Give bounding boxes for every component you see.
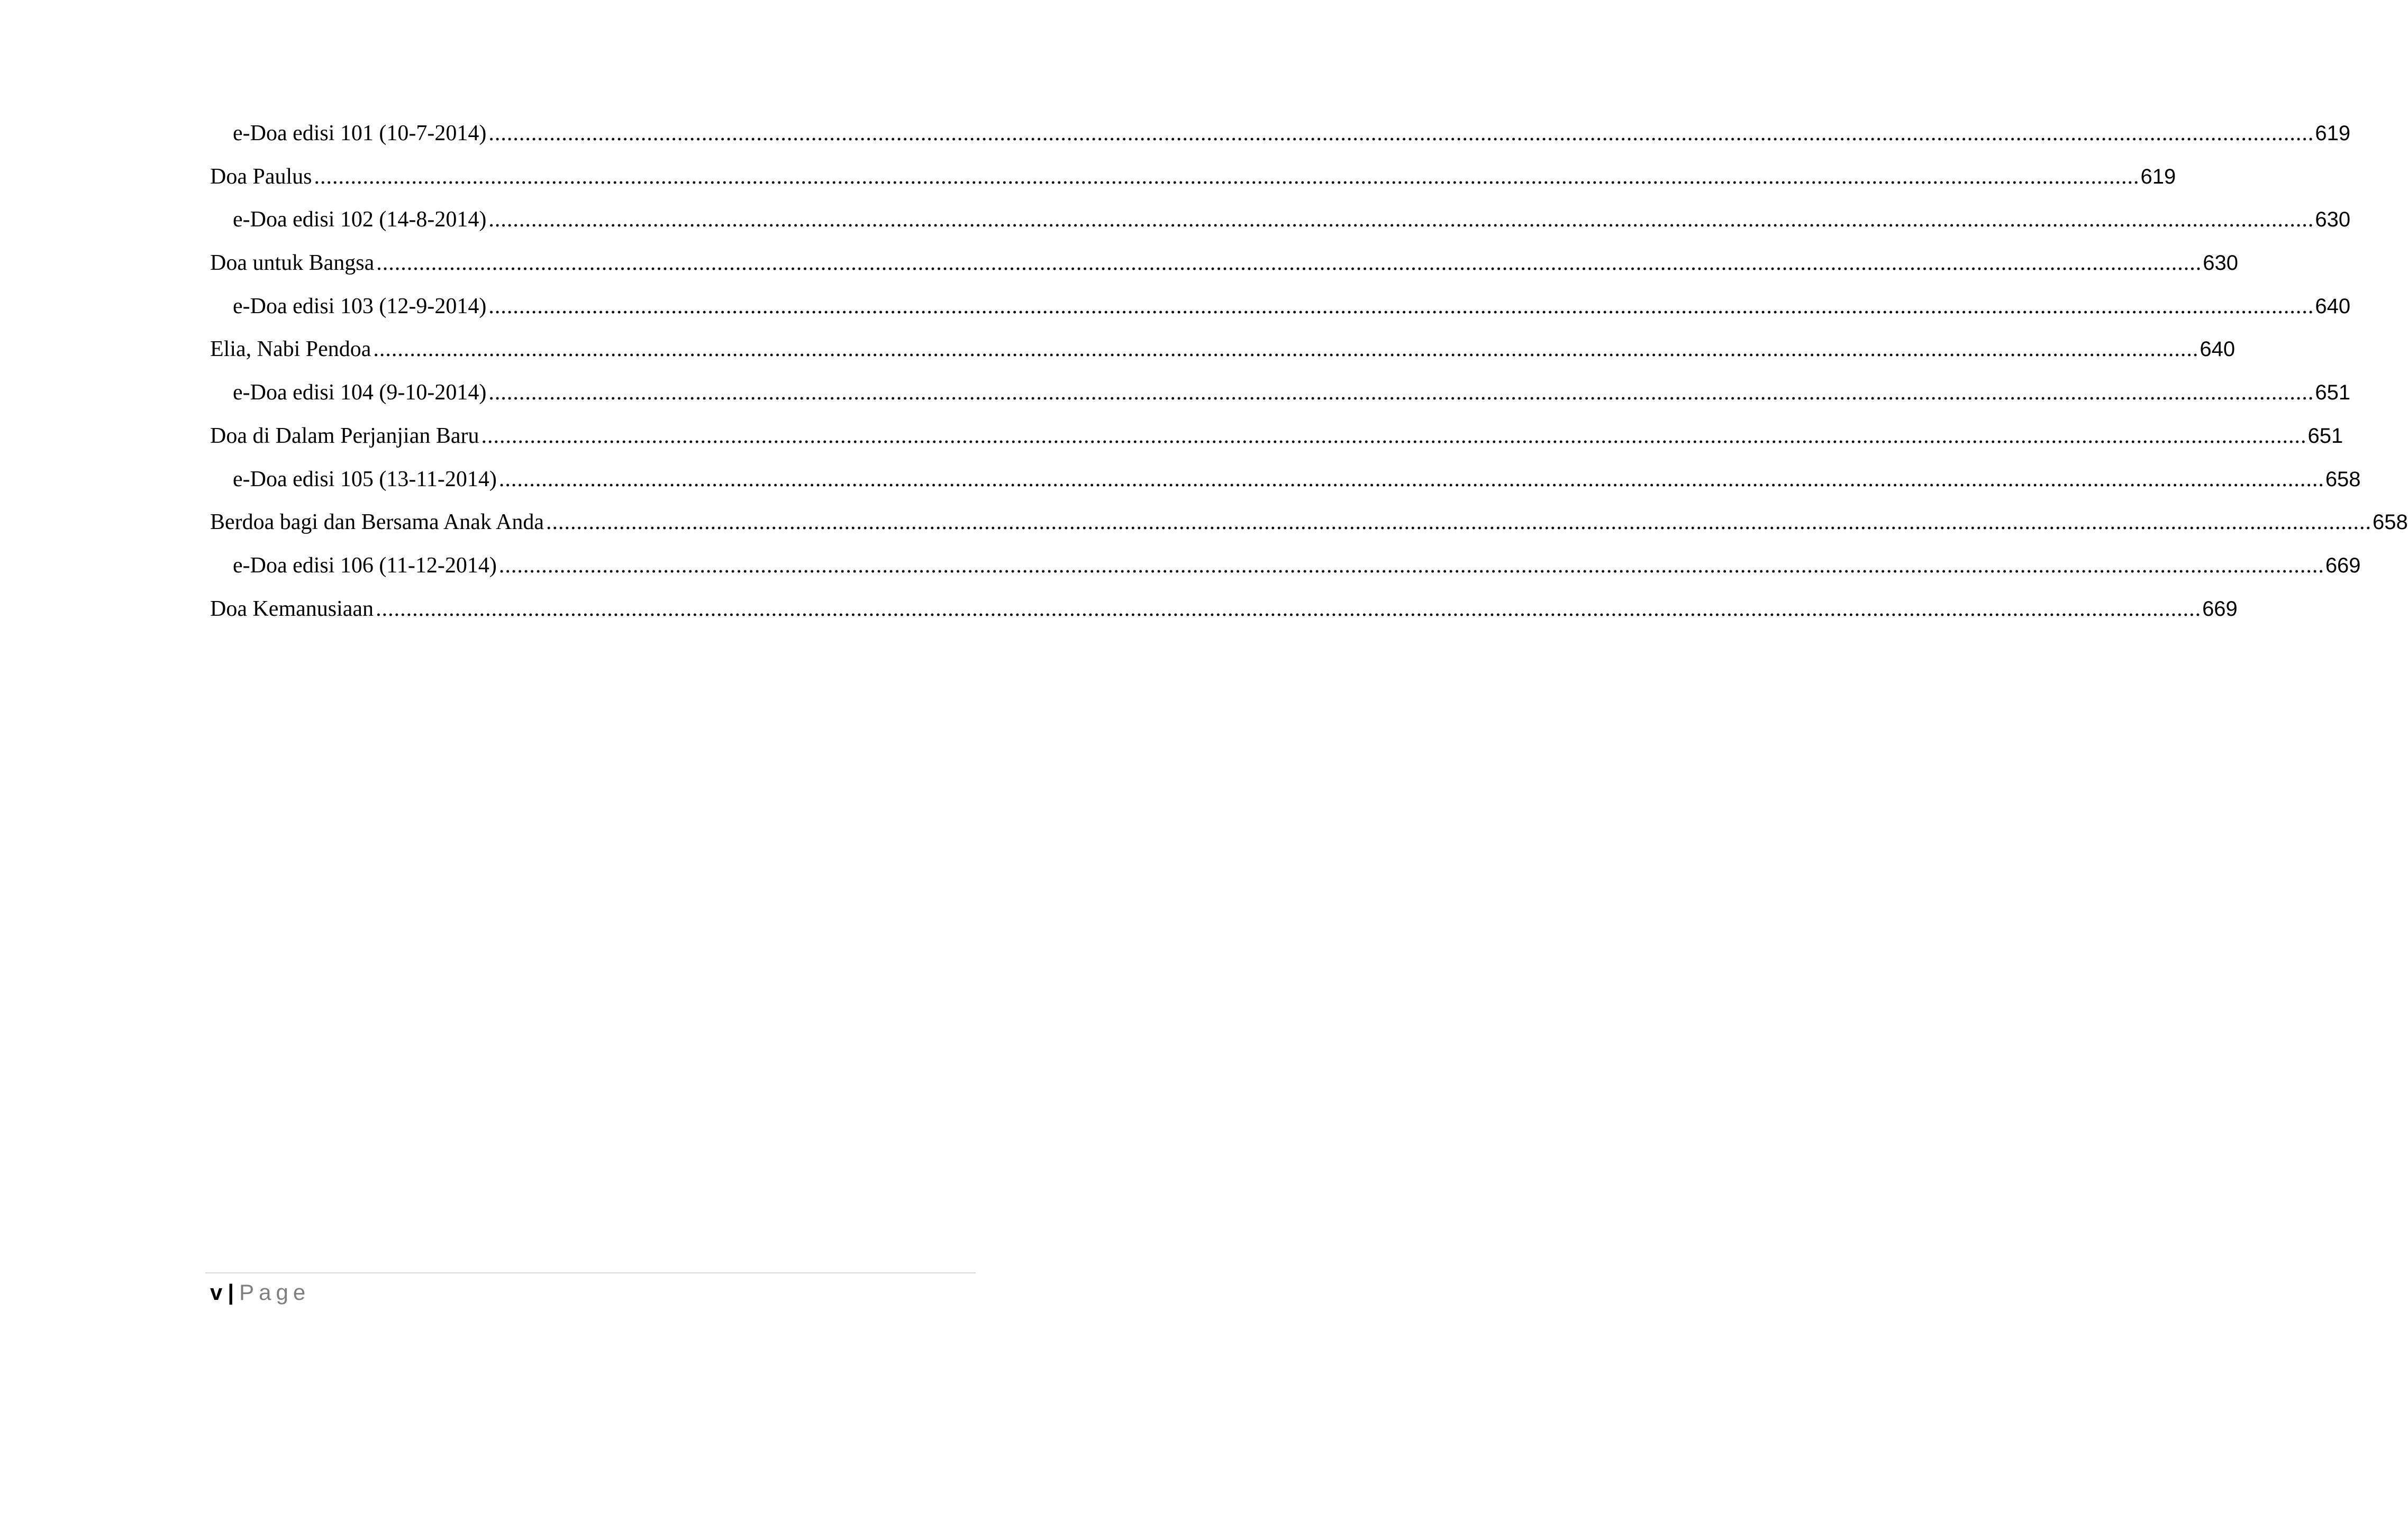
- toc-entry-title: e-Doa edisi 106 (11-12-2014): [233, 553, 497, 578]
- toc-entry-title: e-Doa edisi 105 (13-11-2014): [233, 467, 497, 491]
- dot-leader: ............................................................................................................................................................................................................................................................................................................: [546, 510, 2371, 535]
- dot-leader: ............................................................................................................................................................................................................................................................................................................: [314, 164, 2140, 189]
- toc-entry-title: e-Doa edisi 103 (12-9-2014): [233, 294, 487, 318]
- toc-entry[interactable]: [210, 420, 2343, 463]
- footer-page-label: Page: [239, 1280, 311, 1305]
- dot-leader: ............................................................................................................................................................................................................................................................................................................: [373, 337, 2199, 362]
- footer-page-number: v: [210, 1280, 223, 1305]
- table-of-contents: [210, 117, 2408, 636]
- toc-entry[interactable]: [210, 550, 2361, 593]
- dot-leader: ............................................................................................................................................................................................................................................................................................................: [488, 294, 2314, 318]
- dot-leader: ............................................................................................................................................................................................................................................................................................................: [481, 423, 2307, 448]
- toc-entry-title: Doa di Dalam Perjanjian Baru: [210, 423, 479, 448]
- dot-leader: ............................................................................................................................................................................................................................................................................................................: [488, 121, 2314, 145]
- toc-entry-title: Elia, Nabi Pendoa: [210, 337, 371, 362]
- toc-entry[interactable]: [210, 290, 2351, 334]
- toc-entry-page: 630: [2203, 251, 2239, 275]
- toc-entry-page: 640: [2200, 338, 2236, 361]
- toc-entry[interactable]: [210, 117, 2351, 161]
- toc-entry-page: 651: [2307, 424, 2343, 448]
- toc-entry[interactable]: [210, 377, 2351, 420]
- dot-leader: ............................................................................................................................................................................................................................................................................................................: [376, 596, 2202, 621]
- page-footer: [210, 1277, 310, 1308]
- toc-entry-title: Doa untuk Bangsa: [210, 251, 375, 276]
- toc-entry[interactable]: [210, 463, 2361, 507]
- toc-entry-page: 669: [2202, 597, 2238, 621]
- toc-entry-title: Berdoa bagi dan Bersama Anak Anda: [210, 510, 544, 535]
- dot-leader: ............................................................................................................................................................................................................................................................................................................: [498, 467, 2324, 491]
- toc-entry-page: 630: [2315, 208, 2351, 232]
- dot-leader: ............................................................................................................................................................................................................................................................................................................: [376, 251, 2202, 276]
- toc-entry[interactable]: [210, 204, 2351, 247]
- toc-entry[interactable]: [210, 506, 2408, 550]
- toc-entry-page: 619: [2315, 122, 2351, 145]
- toc-entry[interactable]: [210, 247, 2239, 290]
- toc-entry[interactable]: [210, 333, 2236, 377]
- dot-leader: ............................................................................................................................................................................................................................................................................................................: [488, 207, 2314, 232]
- toc-entry-page: 619: [2140, 165, 2176, 188]
- toc-entry-page: 658: [2325, 467, 2361, 491]
- toc-entry-page: 658: [2372, 511, 2408, 534]
- toc-entry-title: e-Doa edisi 104 (9-10-2014): [233, 380, 487, 405]
- dot-leader: ............................................................................................................................................................................................................................................................................................................: [488, 380, 2314, 405]
- toc-entry-title: Doa Paulus: [210, 164, 312, 189]
- toc-entry-page: 669: [2325, 553, 2361, 577]
- toc-entry-title: e-Doa edisi 102 (14-8-2014): [233, 207, 487, 232]
- footer-separator: |: [228, 1280, 234, 1305]
- dot-leader: ............................................................................................................................................................................................................................................................................................................: [498, 553, 2324, 578]
- toc-entry-page: 651: [2315, 381, 2351, 405]
- toc-entry-title: Doa Kemanusiaan: [210, 596, 374, 621]
- footer-divider: [205, 1272, 976, 1273]
- toc-entry-title: e-Doa edisi 101 (10-7-2014): [233, 121, 487, 145]
- toc-entry[interactable]: [210, 593, 2238, 636]
- toc-entry-page: 640: [2315, 294, 2351, 318]
- toc-entry[interactable]: [210, 161, 2176, 204]
